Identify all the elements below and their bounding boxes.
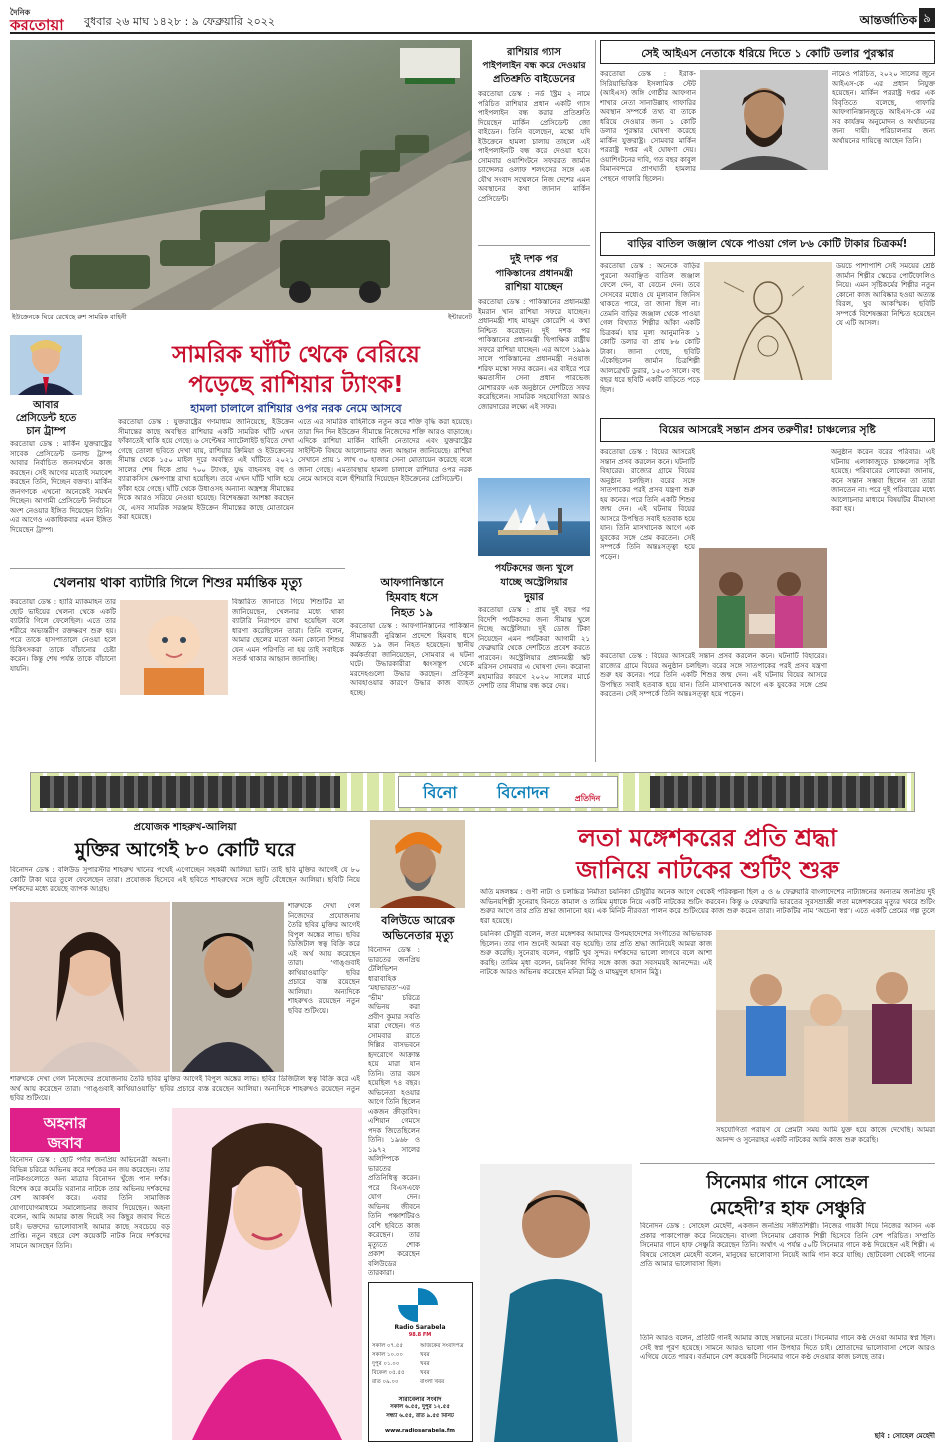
alia-portrait xyxy=(10,902,170,1072)
bride-body-1b: করতোয়া ডেস্ক : বিয়ের আসরেই সন্তান প্রসব করলেন কনে। ঘটনাটি বিহারের। রাজ্যের গ্রামে বিয়ের অনুষ্ঠান চলছিল। বরের সঙ্গে সাতপাকের পরই প্রসব যন্ত্রণা শুরু হয় কনের। পরে তিনি একটি শিশুর জন্ম দেন। এই ঘটনায় বিয়ের আসরে উপস্থিত সবাই হতবাক হয়ে যান। তিনি মাসখানেক আগে এক যুবকের সঙ্গে প্রেম করতেন। সেই সম্পর্কে তিনি অন্তঃসত্ত্বা হয়ে পড়েন। xyxy=(600,652,827,698)
isis-photo xyxy=(700,70,828,170)
alia-photo xyxy=(10,902,170,1072)
binodon-word-2: বিনোদন xyxy=(496,783,550,802)
radio-schedule-program-1: আজকের সংবাদপত্র xyxy=(420,1343,464,1349)
srk-body-1: বিনোদন ডেস্ক : বলিউড সুপারস্টার শাহরুখ খানের পথেই এগোচ্ছেন সহকর্মী আলিয়া ভাট। তাই ছবি মুক্তির আগেই যে ৮০ কোটি টাকা ঘরে তুলে ফেলেছেন তারা। প্রযোজক হিসেবে এই ছবিতে শাহরুখের সঙ্গে জুটি বেঁধেছেন আলিয়া। ছবিটি নিয়ে দর্শকদের মধ্যে রয়েছে ব্যাপক আগ্রহ। xyxy=(10,866,360,893)
radio-schedule-time-5: রাত ০৯.০০ xyxy=(372,1379,399,1385)
tank-headline-1: সামরিক ঘাঁটি থেকে বেরিয়ে xyxy=(172,342,420,368)
radio-schedule-time-1: সকাল ০৭.৫৫ xyxy=(372,1343,403,1349)
trump-body: করতোয়া ডেস্ক : মার্কিন যুক্তরাষ্ট্রের সাবেক প্রেসিডেন্ট ডনাল্ড ট্রাম্প আবার নির্বাচিত জনসমর্থনে কাজ করছেন। সেই আগের মতোই সমাবেশ করছেন তিনি, দিচ্ছেন বক্তব্য। মার্কিন জনগণকে এখনো অনেকেই সমর্থন দিচ্ছেন। আগামী প্রেসিডেন্ট নির্বাচনে অংশ নেওয়ার ইঙ্গিত দিয়েছেন তিনি। এর আগেও একাধিকবার এমন ইঙ্গিত দিয়েছেন ট্রাম্প। xyxy=(10,440,112,534)
page-number: ৯ xyxy=(919,8,935,28)
tank-convoy-image xyxy=(10,40,472,310)
gas-headline-3: প্রতিশ্রুতি বাইডেনের xyxy=(492,74,576,85)
isis-body-1: করতোয়া ডেস্ক : ইরাক-সিরিয়াভিত্তিক ইসলামিক স্টেট (আইএস) জঙ্গি গোষ্ঠীর আফগান শাখার নেতা সানাউল্লাহ গাফারির অবস্থান সম্পর্কে তথ্য বা তাকে ধরিয়ে দেওয়ার জন্য ১ কোটি ডলার পুরস্কার ঘোষণা করেছে মার্কিন যুক্তরাষ্ট্র। সোমবার মার্কিন পররাষ্ট্র দপ্তর এই ঘোষণা দেয়। ওয়াশিংটনের দাবি, গত বছর কাবুল বিমানবন্দরে প্রাণঘাতী হামলার পেছনে গাফারি ছিলেন। xyxy=(600,70,696,183)
sohel-body-2: তিনি আরও বলেন, প্রতিটি গানই আমার কাছে সন্তানের মতো। সিনেমার গানে কণ্ঠ দেওয়া আমার স্বপ্ন ছিল। সেই স্বপ্ন পূরণ হয়েছে। সামনে আরও ভালো গান উপহার দিতে চাই। শ্রোতাদের ভালোবাসা পেলে আরও এগিয়ে যেতে পারব। বর্তমানে বেশ কয়েকটি সিনেমার গানে কণ্ঠ দেওয়ার কাজ চলছে তার। xyxy=(640,1334,935,1361)
film-strip-icon xyxy=(40,776,340,808)
srk-kicker: প্রযোজক শাহরুখ-আলিয়া xyxy=(133,822,237,833)
radio-news-title: সারাবেলার সংবাদ xyxy=(398,1396,442,1403)
tourism-body: করতোয়া ডেস্ক : প্রায় দুই বছর পর বিদেশি পর্যটকদের জন্য সীমান্ত খুলে দিচ্ছে অস্ট্রেলিয়া। দুই ডোজ টিকা নিয়েছেন এমন পর্যটকরা আগামী ২১ ফেব্রুয়ারি থেকে দেশটিতে প্রবেশ করতে পারবেন। অস্ট্রেলিয়ার প্রধানমন্ত্রী স্কট মরিসন সোমবার এ ঘোষণা দেন। করোনা মহামারির কারণে ২০২০ সালের মার্চে দেশটি তার সীমান্ত বন্ধ করে দেয়। xyxy=(478,606,590,690)
sohel-headline-1: সিনেমার গানে সোহেল xyxy=(706,1172,869,1193)
bollywood-headline-2: অভিনেতার মৃত্যু xyxy=(382,929,454,942)
date-line: বুধবার ২৬ মাঘ ১৪২৮ : ৯ ফেব্রুয়ারি ২০২২ xyxy=(84,15,276,28)
bride-body-2: অনুষ্ঠান করেন বরের পরিবার। এই ঘটনায় এলাকাজুড়ে চাঞ্চল্যের সৃষ্টি হয়েছে। পরিবারের লোকেরা জানায়, কনে সন্তান সম্ভবা ছিলেন তা তারা জানতেন না। পরে দুই পরিবারের মধ্যে আলোচনার মাধ্যমে বিষয়টির মীমাংসা করা হয়। xyxy=(831,448,935,513)
bollywood-headline-1: বলিউডে আরেক xyxy=(381,914,455,927)
film-strip-icon xyxy=(650,776,905,808)
isis-headline: সেই আইএস নেতাকে ধরিয়ে দিতে ১ কোটি ডলার পুরস্কার xyxy=(641,47,894,60)
ohona-headline-1: অহনার xyxy=(43,1114,87,1132)
ohona-headline-2: জবাব xyxy=(47,1134,83,1152)
srk-photo xyxy=(172,902,284,1072)
painting-headline: বাড়ির বাতিল জঞ্জাল থেকে পাওয়া গেল ৮৬ কোটি টাকার চিত্রকর্ম! xyxy=(627,238,908,250)
tank-photo-credit: ইন্টারনেট xyxy=(448,313,472,321)
trump-headline-2: প্রেসিডেন্ট হতে xyxy=(15,413,77,424)
sohel-body-1: বিনোদন ডেস্ক : সোহেল মেহেদী, একজন জনপ্রিয় সঙ্গীতশিল্পী। নিজের গায়কী দিয়ে নিজের আসন এক প্রকার পাকাপোক্ত করে নিয়েছেন। বাংলা সিনেমায় প্লেব্যাক শিল্পী হিসেবে তিনি বেশ পরিচিত। সম্প্রতি সিনেমার গানে হাফ সেঞ্চুরি করেছেন তিনি। অর্থাৎ এ পর্যন্ত ৫০টি সিনেমার গানে কণ্ঠ দিয়েছেন এই শিল্পী। এ বিষয়ে সোহেল মেহেদী বলেন, মানুষের ভালোবাসা নিয়েই আমি গান করে যাচ্ছি। ছোটবেলা থেকেই গানের প্রতি আমার ভালোবাসা ছিল। xyxy=(640,1222,935,1268)
lata-body-1: অতি মঙ্গলঙ্কম : গুণী নাট্য ও চলচ্চিত্র নির্মাতা চয়নিকা চৌধুরীর অনেক আগে থেকেই পরিকল্পনা ছিল ৫ ও ৬ ফেব্রুয়ারি বাংলাদেশের নাট্যাঙ্গনের অন্যতম জনপ্রিয় দুই অভিনয়শিল্পী সুনেরাহ বিনতে কামাল ও তামিম মৃধাকে নিয়ে একটি নাটকের শুটিং করবেন। কিন্তু ৬ ফেব্রুয়ারি ভারতের সুরসম্রাজ্ঞী লতা মঙ্গেশকরের মৃত্যুর খবরে শুটিং শুরুর আগে তার প্রতি শ্রদ্ধা জানানো হয়। এক মিনিট নীরবতা পালন করে শুটিংয়ের কাজ শুরু করেন তারা। নাটকটির নাম ‘অচেনা স্বপ্ন’। এতে একটি প্রেমের গল্প তুলে ধরা হয়েছে। xyxy=(480,888,935,925)
painting-body-2: ডয়চে পাশাপাশি সেই সময়ের শ্রেষ্ঠ জার্মান শিল্পীর স্কেচের পোর্টফোলিও নিয়ে। এমন সৃষ্টিকর্মের শিল্পীর নতুন কোনো কাজ আবিষ্কার হওয়া অত্যন্ত বিরল, খুব আকস্মিক। ছবিটি সম্পর্কে বিশেষজ্ঞরা নিশ্চিত হয়েছেন যে এটি আসল। xyxy=(836,262,935,327)
ghaffari-portrait xyxy=(700,70,828,170)
pak-headline-3: রাশিয়া যাচ্ছেন xyxy=(505,282,563,293)
bride-body-1: করতোয়া ডেস্ক : বিয়ের আসরেই সন্তান প্রসব করলেন কনে। ঘটনাটি বিহারের। রাজ্যের গ্রামে বিয়ের অনুষ্ঠান চলছিল। বরের সঙ্গে সাতপাকের পরই প্রসব যন্ত্রণা শুরু হয় কনের। পরে তিনি একটি শিশুর জন্ম দেন। এই ঘটনায় বিয়ের আসরে উপস্থিত সবাই হতবাক হয়ে যান। তিনি মাসখানেক আগে এক যুবকের সঙ্গে প্রেম করতেন। সেই সম্পর্কে তিনি অন্তঃসত্ত্বা হয়ে পড়েন। xyxy=(600,448,695,561)
trump-portrait xyxy=(10,335,82,395)
lata-headline-2: জানিয়ে নাটকের শুটিং শুরু xyxy=(576,856,839,884)
tank-subhead: হামলা চালালে রাশিয়ার ওপর নরক নেমে আসবে xyxy=(190,402,402,415)
radio-logo-icon xyxy=(398,1288,438,1322)
gas-headline-1: রাশিয়ার গ্যাস xyxy=(507,47,561,58)
radio-schedule-program-4: খবর xyxy=(420,1370,430,1376)
praveen-portrait xyxy=(370,820,465,908)
tank-photo-caption: ইউক্রেনকে ঘিরে রেখেছে রুশ সামরিক বাহিনী xyxy=(12,313,127,321)
trump-photo xyxy=(10,335,82,395)
tank-body-2: এতে এর সামরিক বাহিনীকে নতুন করে শক্তি বৃদ্ধি করা হয়েছে। তারা দিন দিন ইউক্রেন সীমান্তে নিজেদের শক্তি আরও বাড়াচ্ছে। এদিকে রাশিয়া মার্কিন বাহিনী নেতাদের এবং যুক্তরাষ্ট্রের সাইন্টিস্ট বিষয়ে আলোচনার জন্য আহ্বান জানিয়েছে। রাশিয়া সেখানে প্রায় ১ লাখ ৩০ হাজার সেনা মোতায়েন করেছে বলে জানা গেছে। এমতাবস্থায় হামলা চালালে রাশিয়ার ওপর নরক নেমে আসবে বলে হুঁশিয়ারি দিয়েছেন ইউক্রেনের প্রেসিডেন্ট। xyxy=(298,418,472,483)
afghan-headline-1: আফগানিস্তানে xyxy=(380,576,444,589)
opera-house-image xyxy=(478,478,590,556)
bride-headline: বিয়ের আসরেই সন্তান প্রসব তরুণীর! চাঞ্চল্যের সৃষ্টি xyxy=(659,424,876,436)
battery-headline: খেলনায় থাকা ব্যাটারি গিলে শিশুর মর্মান্তিক মৃত্যু xyxy=(52,576,303,591)
srk-body-2: শারুখকে দেখা গেল নিজেদের প্রযোজনায় তৈরি ছবির মুক্তির আগেই বিপুল অঙ্কের লাভ। ছবির ডিজিটাল স্বত্ব বিক্রি করে এই অর্থ আয় করেছেন তারা। ‘গাঙ্গুবাই কাথিয়াওয়াড়ি’ ছবির প্রচারে ব্যস্ত রয়েছেন আলিয়া। অন্যদিকে শাহরুখও রয়েছেন নতুন ছবির শুটিংয়ে। xyxy=(288,902,360,1015)
ohona-body: বিনোদন ডেস্ক : ছোট পর্দার জনপ্রিয় অভিনেত্রী অহনা। বিভিন্ন চরিত্রে অভিনয় করে দর্শকের মন জয় করেছেন। তার নাটকগুলোতে অন্য মাত্রার বিনোদন খুঁজে পান দর্শক। বিশেষ করে কমেডি ঘরানার নাটকে তার অভিনয় দর্শকদের বেশ আকর্ষণ করে। এবার তিনি সামাজিক যোগাযোগমাধ্যমে সমালোচনার জবাব দিয়েছেন। অহনা বলেন, আমি আমার কাজ দিয়েই সব কিছুর জবাব দিতে চাই। ভক্তদের ভালোবাসাই আমার কাছে সবচেয়ে বড় প্রাপ্তি। নতুন বছরে বেশ কয়েকটি নাটক নিয়ে দর্শকদের সামনে আসছেন তিনি। xyxy=(10,1156,170,1250)
binodon-sub: প্রতিদিন xyxy=(574,794,601,803)
radio-schedule-time-3: দুপুর ০১.০০ xyxy=(372,1361,400,1367)
radio-name: Radio Sarabela xyxy=(394,1324,446,1331)
tourism-headline-1: পর্যটকদের জন্য খুলে xyxy=(494,563,574,574)
tank-photo xyxy=(10,40,472,310)
radio-frequency: 98.8 FM xyxy=(408,1332,432,1338)
sydney-photo xyxy=(478,478,590,556)
gas-body: করতোয়া ডেস্ক : নর্ড স্ট্রিম ২ নামে পরিচিত রাশিয়ার প্রধান একটি গ্যাস পাইপলাইন বন্ধ করার প্রতিশ্রুতি দিয়েছেন মার্কিন প্রেসিডেন্ট জো বাইডেন। তিনি বলেছেন, মস্কো যদি ইউক্রেনে হামলা চালায় তাহলে এই পাইপলাইনটি বন্ধ করে দেওয়া হবে। সোমবার ওয়াশিংটনে সফররত জার্মান চ্যান্সেলর ওলাফ শলৎসের সঙ্গে এক যৌথ সংবাদ সম্মেলনে নিজ দেশের এমন অবস্থানের কথা জানান মার্কিন প্রেসিডেন্ট। xyxy=(478,90,590,203)
pak-headline-2: পাকিস্তানের প্রধানমন্ত্রী xyxy=(495,269,573,279)
radio-schedule-time-4: বিকেল ০৫.৫৫ xyxy=(372,1370,405,1376)
trump-headline-1: আবার xyxy=(33,400,59,411)
masthead-logo: দৈনিক করতোয়া xyxy=(10,7,64,34)
srk-body-3: শারুখকে দেখা গেল নিজেদের প্রযোজনায় তৈরি ছবির মুক্তির আগেই বিপুল অঙ্কের লাভ। ছবির ডিজিটাল স্বত্ব বিক্রি করে এই অর্থ আয় করেছেন তারা। ‘গাঙ্গুবাই কাথিয়াওয়াড়ি’ ছবির প্রচারে ব্যস্ত রয়েছেন আলিয়া। অন্যদিকে শাহরুখও রয়েছেন নতুন ছবির শুটিংয়ে। xyxy=(10,1075,360,1102)
tank-headline-2: পড়েছে রাশিয়ার ট্যাংক! xyxy=(188,372,404,398)
radio-url: www.radiosarabela.fm xyxy=(385,1428,455,1434)
lata-drama-photo xyxy=(716,930,935,1122)
pak-headline-1: দুই দশক পর xyxy=(510,254,558,265)
pak-body: করতোয়া ডেস্ক : পাকিস্তানের প্রধানমন্ত্রী ইমরান খান রাশিয়া সফরে যাচ্ছেন। প্রধানমন্ত্রী শাহ মাহমুদ কোরেশি এ কথা নিশ্চিত করেছেন। দুই দশক পর পাকিস্তানের প্রধানমন্ত্রী দ্বিপাক্ষিক রাষ্ট্রীয় সফরে রাশিয়া যাচ্ছেন। এর আগে ১৯৯৯ সালে পাকিস্তানের প্রধানমন্ত্রী নওয়াজ শরিফ মস্কো সফর করেন। এর বাইরে পরে ক্ষমতাসীন সেনা প্রধান পারভেজ মোশাররফ এক অনুষ্ঠানে দেশটিতে সফর করেছিলেন। সামরিক সহযোগিতা আরও জোরদারের লক্ষ্যে এই সফর। xyxy=(478,298,590,411)
column-rule xyxy=(595,40,596,762)
radio-schedule-program-5: বাংলা খবর xyxy=(420,1379,445,1385)
divider xyxy=(10,568,345,569)
baby-photo xyxy=(120,600,228,695)
baby-image xyxy=(120,600,228,695)
lata-body-2: চয়নিকা চৌধুরী বলেন, লতা মঙ্গেশকর আমাদের উপমহাদেশের সংগীতের অভিভাবক ছিলেন। তার গান শুনেই আমরা বড় হয়েছি। তার প্রতি শ্রদ্ধা জানিয়েই আমরা কাজ শুরু করেছি। সুনেরাহ বলেন, গল্পটি খুব সুন্দর। দর্শকদের ভালো লাগবে বলে আশা করছি। তামিম মৃধা বলেন, চয়নিকা দিদির সঙ্গে কাজ করা সবসময়ই আনন্দের। এই নাটকে আরও অভিনয় করেছেন মনিরা মিঠু ও মাহমুদুল হাসান মিঠু। xyxy=(480,930,712,976)
radio-schedule-program-3: খবর xyxy=(420,1361,430,1367)
battery-body-2: বিস্তারিত জানাতে গিয়ে শিশুটির মা জানিয়েছেন, খেলনার মধ্যে থাকা ব্যাটারি নিরাপদে রাখা হয়েছিল বলে ধারণা করেছিলেন তারা। তিনি বলেন, আমার ছেলের মতো অন্য কোনো শিশুর যেন এমন পরিণতি না হয় তাই সবাইকে সতর্ক থাকার আহ্বান জানাচ্ছি। xyxy=(232,598,344,663)
bride-image xyxy=(699,548,827,648)
divider xyxy=(478,245,590,246)
afghan-headline-2: হিমবাহ ধসে xyxy=(386,591,438,604)
lata-caption: সহযোগিতা পরায়ণ যে প্রেমটা সময় আমি যুক্ত হয়ে কাজে দেখেছি। আমরা আনন্দ ও সুনেরাহর একটি নাটকের আমি কাজ শুরু করেছি। xyxy=(716,1126,935,1144)
lata-headline-1: লতা মঙ্গেশকরের প্রতি শ্রদ্ধা xyxy=(578,824,837,852)
radio-schedule-program-2: খবর xyxy=(420,1352,430,1358)
radio-schedule-time-2: সকাল ১০.০০ xyxy=(372,1352,403,1358)
gas-headline-2: পাইপলাইন বন্ধ করে দেওয়ার xyxy=(482,61,586,71)
sohel-portrait xyxy=(480,1164,632,1442)
painting-body-1: করতোয়া ডেস্ক : অনেকে বাড়ির পুরনো অবাঞ্ছিত বাতিল জঞ্জাল ফেলে দেন, বা বেচেন দেন। তবে সেসবের মধ্যেও যে মূল্যবান জিনিস থাকতে পারে, তা জানা ছিল না। তেমনি বাড়ির জঞ্জাল থেকে পাওয়া গেল বিখ্যাত শিল্পীর আঁকা একটি চিত্রকর্ম। যার মূল্য আনুমানিক ১ কোটি ডলার বা প্রায় ৮৬ কোটি টাকা। জানা গেছে, ছবিটি এঁকেছিলেন জার্মান চিত্রশিল্পী আলব্রেখট ডুরার, ১৫০৩ সালে। বহু বছর ধরে ছবিটি একটি বাড়িতে পড়ে ছিল। xyxy=(600,262,700,394)
afghan-headline-3: নিহত ১৯ xyxy=(391,606,433,619)
page-header xyxy=(10,4,935,34)
binodon-word-1: বিনো xyxy=(422,783,458,802)
bollywood-body-1: বিনোদন ডেস্ক : ভারতের জনপ্রিয় টেলিভিশন ধারাবাহিক ‘মহাভারত’-এর ‘ভীম’ চরিত্রে অভিনয় করা প্রবীণ কুমার সবতি মারা গেছেন। গত সোমবার রাতে দিল্লির বাসভবনে হৃদরোগে আক্রান্ত হয়ে মারা যান তিনি। তার বয়স হয়েছিল ৭৪ বছর। অভিনেতা হওয়ার আগে তিনি ছিলেন একজন ক্রীড়াবিদ। এশিয়ান গেমসে পদক জিতেছিলেন তিনি। ১৯৬৮ ও ১৯৭২ সালের অলিম্পিকে ভারতের প্রতিনিধিত্ব করেন। পরে বিএসএফে যোগ দেন। অভিনয় জীবনে তিনি পঞ্চাশটিরও বেশি ছবিতে কাজ করেছেন। তার মৃত্যুতে শোক প্রকাশ করেছেন বলিউডের তারকারা। xyxy=(368,946,420,1276)
ohona-photo xyxy=(172,1108,362,1440)
painting-photo xyxy=(704,262,832,380)
radio-news-time-1: সকাল ৬.৫৫, দুপুর ১২.৫৫ xyxy=(390,1404,450,1410)
praveen-photo xyxy=(370,820,465,908)
trump-headline-3: চান ট্রাম্প xyxy=(26,426,66,437)
shahrukh-portrait xyxy=(172,902,284,1072)
ohona-portrait xyxy=(172,1108,362,1440)
radio-news-time-2: সন্ধ্যা ৬.৫৫, রাত ৯.৫৫ মিনিট xyxy=(386,1413,454,1419)
tank-body-1: করতোয়া ডেস্ক : যুক্তরাষ্ট্রের গণমাধ্যম জানিয়েছে, ইউক্রেন সীমান্তের কাছে অবস্থিত রাশিয়ার একটি সামরিক ঘাঁটি এখন ফাঁকাতেই থাকি হয়ে গেছে। ৬ সেপ্টেম্বর স্যাটেলাইট ছবিতে দেখা গেছে তোলা ছবিতে দেখা যায়, রাশিয়ার ক্রিমিয়া ও ইউক্রেনের সীমান্ত থেকে ১৫০ মাইল দূরে অবস্থিত এই ঘাঁটিতে ২০২১ সালের শেষ দিকে প্রায় ৭০০ ট্যাংক, যুদ্ধ বাহনসহ বহু ও ব্যারাকসিস ক্ষেপণাস্ত্র রাখা হয়েছিল। তবে এখন ঘাঁটি খালি হয়ে ফাঁকা হয়ে গেছে। ঘাঁটি থেকে উধাওসহ অন্যান্য অস্ত্রশস্ত্র সীমান্তের দিকে আরও সরিয়ে নেওয়া হয়েছে। বিশেষজ্ঞরা আশঙ্কা করছেন যে, এসব সামরিক সরঞ্জাম ইউক্রেন সীমান্তের কাছে মোতায়েন করা হয়েছে। xyxy=(118,418,294,521)
durer-drawing xyxy=(704,262,832,380)
sohel-photo-credit: ছবি : সোহেল মেহেদী xyxy=(874,1432,935,1440)
bride-photo xyxy=(699,548,827,648)
drama-cast-image xyxy=(716,930,935,1122)
battery-body-1: করতোয়া ডেস্ক : হ্যারি ম্যাকমাহন তার ছোট ভাইয়ের খেলনা থেকে একটি ব্যাটারি গিলে ফেলেছিল। এতে তার শরীরে অভ্যন্তরীণ রক্তক্ষরণ শুরু হয়। পরে তাকে হাসপাতালে নেওয়া হলে চিকিৎসকরা তাকে বাঁচানোর চেষ্টা করেন। কিন্তু শেষ পর্যন্ত তাকে বাঁচানো যায়নি। xyxy=(10,598,116,673)
tourism-headline-3: দুয়ার xyxy=(524,592,544,603)
section-name: আন্তর্জাতিক xyxy=(859,13,917,27)
srk-headline: মুক্তির আগেই ৮০ কোটি ঘরে xyxy=(74,839,296,861)
sohel-photo xyxy=(480,1164,632,1442)
afghan-body: করতোয়া ডেস্ক : আফগানিস্তানের পাকিস্তান সীমান্তবর্তী নুরিস্তান প্রদেশে হিমবাহ ধসে অন্তত ১৯ জন নিহত হয়েছেন। স্থানীয় কর্মকর্তারা জানিয়েছেন, সোমবার এ ঘটনা ঘটে। উদ্ধারকারীরা ধ্বংসস্তূপ থেকে মরদেহগুলো উদ্ধার করছেন। প্রতিকূল আবহাওয়ার কারণে উদ্ধার কাজ ব্যাহত হচ্ছে। xyxy=(350,622,474,697)
divider xyxy=(640,1163,935,1164)
sohel-headline-2: মেহেদী’র হাফ সেঞ্চুরি xyxy=(709,1198,866,1219)
isis-body-2: নামেও পরিচিত, ২০২০ সালের জুনে আইএস-কে এর প্রধান নিযুক্ত হয়েছেন। মার্কিন পররাষ্ট্র দপ্তর এক বিবৃতিতে বলেছে, গাফারি আফগানিস্তানজুড়ে আইএস-কে এর সব কার্যক্রম অনুমোদন ও অর্থায়নের জন্য দায়ী। পরিচালনার জন্য অর্থায়নের দায়িত্বে আছেন তিনি। xyxy=(832,70,935,145)
tourism-headline-2: যাচ্ছে অস্ট্রেলিয়ার xyxy=(500,577,568,588)
